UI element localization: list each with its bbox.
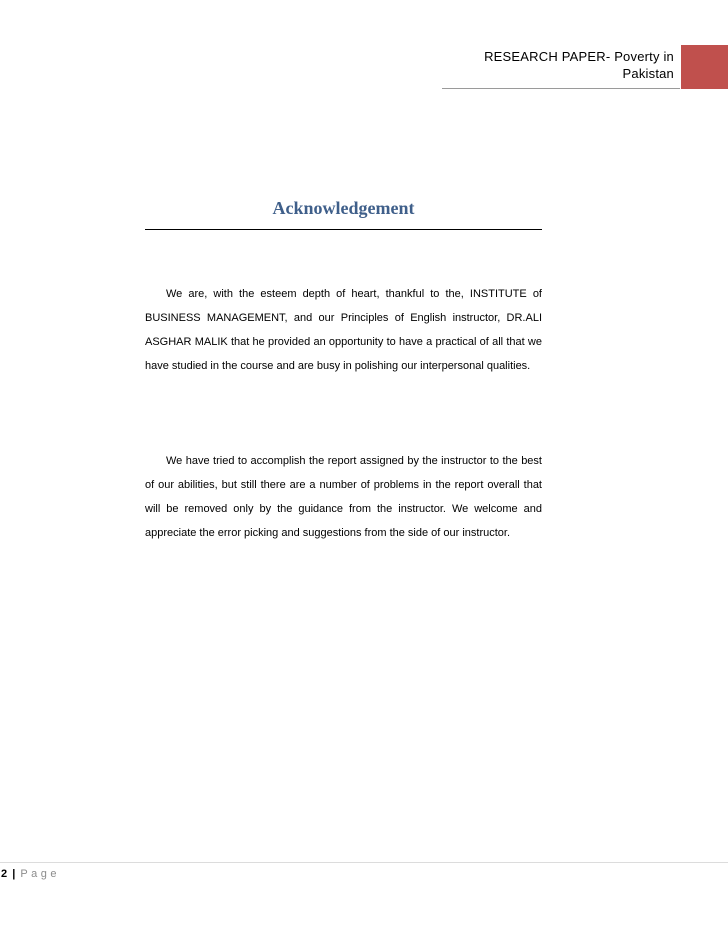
header-title [354, 48, 674, 82]
paragraph-2: We have tried to accomplish the report assigned by the instructor to the best of our abilities, but still there are a number of problems in the report overall that will be removed only by the guidance from the instructor. We welcome and appreciate the error picking and suggestions from the side of our instructor. [145, 455, 542, 539]
paragraph-1: We are, with the esteem depth of heart, thankful to the, INSTITUTE of BUSINESS MANAGEMENT, and our Principles of English instructor, DR.ALI ASGHAR MALIK that he provided an opportunity to have a practical of all that we have studied in the course and are busy in polishing our interpersonal qualities. [145, 288, 542, 372]
section-heading: Acknowledgement [272, 198, 415, 218]
page-footer [1, 866, 60, 882]
footer-separator: | [12, 868, 16, 880]
header-color-tab [681, 45, 728, 89]
page-label: Page [20, 868, 61, 880]
header-title-line-2: Pakistan [622, 66, 674, 81]
heading-underline [145, 229, 542, 230]
page-number: 2 [1, 868, 8, 880]
header-divider [442, 88, 680, 89]
footer-divider [0, 862, 728, 863]
header-title-line-1: RESEARCH PAPER- Poverty in [484, 49, 674, 64]
